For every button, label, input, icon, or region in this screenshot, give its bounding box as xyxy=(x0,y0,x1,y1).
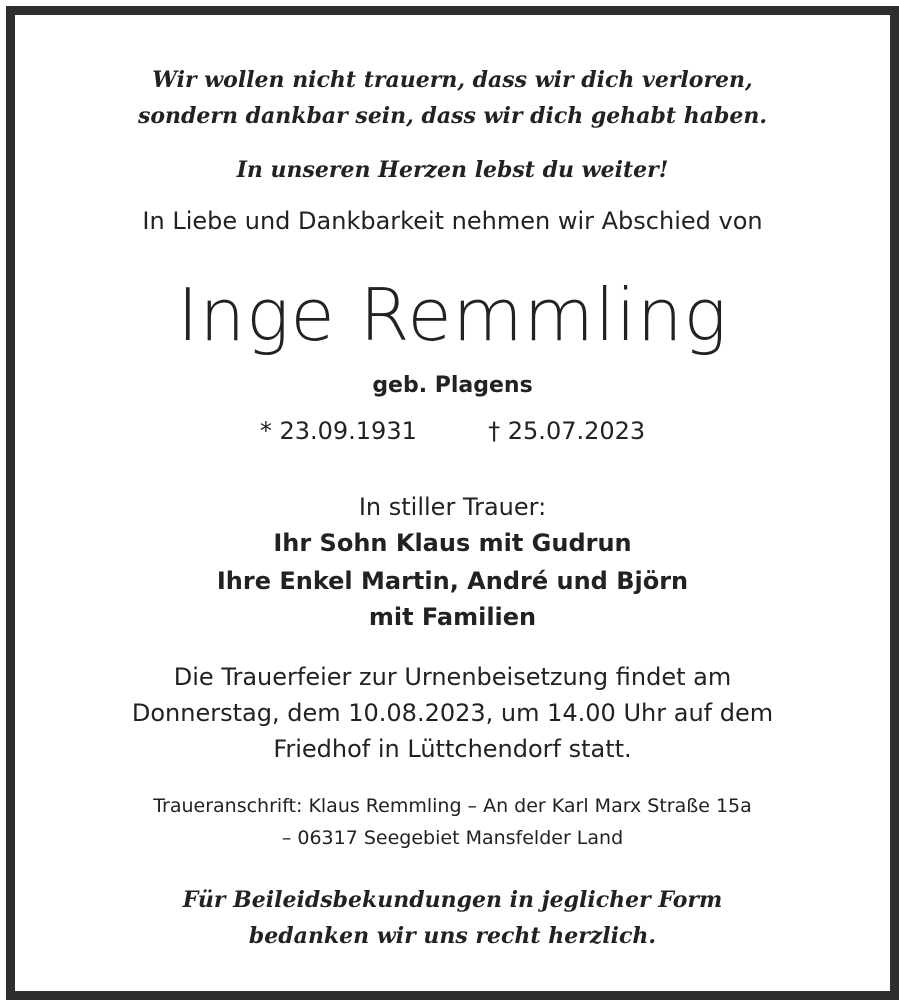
deceased-name: Inge Remmling xyxy=(177,273,728,357)
closing-line-2: bedanken wir uns recht herzlich. xyxy=(248,923,657,949)
closing-line-1: Für Beileidsbekundungen in jeglicher Form xyxy=(182,887,723,913)
mourners-line-1: Ihr Sohn Klaus mit Gudrun xyxy=(273,529,632,557)
quote-line-1: Wir wollen nicht trauern, dass wir dich verloren, xyxy=(152,67,753,93)
maiden-name: geb. Plagens xyxy=(372,373,533,398)
address-line-1: Traueranschrift: Klaus Remmling – An der Karl Marx Straße 15a xyxy=(153,795,752,817)
mourners-heading: In stiller Trauer: xyxy=(358,493,547,521)
life-dates xyxy=(15,417,890,445)
address-line-2: – 06317 Seegebiet Mansfelder Land xyxy=(281,827,624,849)
quote-line-2: sondern dankbar sein, dass wir dich gehabt haben. xyxy=(137,103,768,129)
ceremony-line-2: Donnerstag, dem 10.08.2023, um 14.00 Uhr auf dem xyxy=(131,699,774,727)
birth-date: * 23.09.1931 xyxy=(259,417,417,445)
intro-text: In Liebe und Dankbarkeit nehmen wir Abschied von xyxy=(142,207,763,235)
ceremony-line-3: Friedhof in Lüttchendorf statt. xyxy=(273,735,632,763)
mourners-line-2: Ihre Enkel Martin, André und Björn xyxy=(216,567,689,595)
ceremony-line-1: Die Trauerfeier zur Urnenbeisetzung findet am xyxy=(173,663,732,691)
death-date: † 25.07.2023 xyxy=(488,417,646,445)
mourners-line-3: mit Familien xyxy=(368,603,537,631)
obituary-frame xyxy=(6,6,899,1000)
obituary-content xyxy=(15,15,890,991)
quote-line-3: In unseren Herzen lebst du weiter! xyxy=(236,157,669,183)
